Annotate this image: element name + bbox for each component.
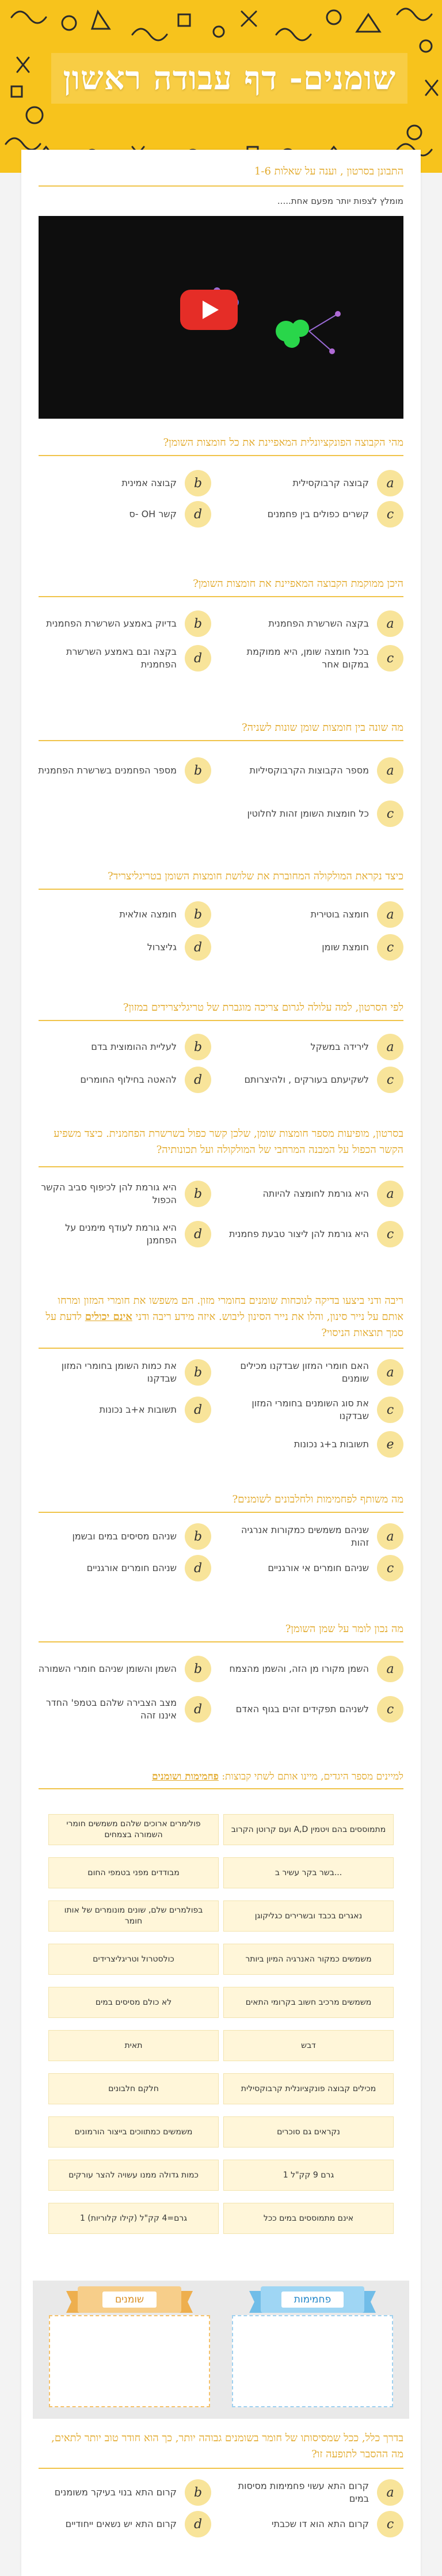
option-letter-badge: b bbox=[185, 1523, 211, 1550]
option-text: חומצה אולאית bbox=[119, 909, 177, 920]
option-letter-badge: a bbox=[377, 2479, 403, 2506]
option-letter-badge: b bbox=[185, 757, 211, 784]
worksheet-card bbox=[21, 150, 421, 2576]
option-letter-badge: a bbox=[377, 1359, 403, 1386]
option-text: קרום התא בנוי בעיקר משומנים bbox=[54, 2487, 177, 2498]
fats-drop-zone[interactable] bbox=[49, 2315, 210, 2407]
ribbon-body bbox=[78, 2286, 181, 2313]
option-text: לשקיעתם בעורקים , ולהיצרותם bbox=[244, 1074, 369, 1085]
option-letter-badge: d bbox=[185, 1221, 211, 1247]
q1-option-b[interactable] bbox=[33, 470, 211, 496]
q5-option-b[interactable] bbox=[33, 1034, 211, 1060]
option-text: בקצה השרשרת הפחמנית bbox=[268, 618, 369, 629]
option-letter-badge: b bbox=[185, 1181, 211, 1207]
option-text: קבוצה קרבוקסילית bbox=[292, 477, 369, 488]
sort-card[interactable]: משמשים מרכיב חשוב בקרומי התאים bbox=[223, 1987, 394, 2018]
option-text: שניהם חומרים אי אורגניים bbox=[268, 1562, 369, 1573]
title-banner bbox=[51, 53, 407, 104]
option-text: היא גורמת לחומצה להיותה bbox=[262, 1188, 369, 1199]
divider bbox=[39, 596, 403, 597]
question-2-title: היכן ממוקמת הקבוצה המאפיינת את חומצות השומן? bbox=[193, 578, 403, 590]
option-letter-badge: d bbox=[185, 1696, 211, 1723]
ribbon-body bbox=[261, 2286, 364, 2313]
option-text: לירידה במשקל bbox=[310, 1041, 369, 1052]
option-letter-badge: a bbox=[377, 610, 403, 637]
q7-option-c[interactable] bbox=[225, 1397, 403, 1423]
option-text: היא גורמת להן לכיפוף סביב הקשר הכפול bbox=[41, 1182, 177, 1205]
sort-card[interactable]: מתמוססים בהם ויטמין A,D ועם קרוטן הקרוב bbox=[223, 1814, 394, 1845]
option-text: האם חומרי המזון שבדקנו מכילים שומנים bbox=[240, 1360, 369, 1384]
q1-option-d[interactable] bbox=[33, 501, 211, 528]
divider bbox=[39, 889, 403, 890]
divider bbox=[39, 1641, 403, 1642]
intro-heading: התבונן בסרטון , וענה על שאלות 1-6 bbox=[254, 165, 403, 177]
option-letter-badge: c bbox=[377, 501, 403, 528]
option-text: שניהם חומרים אורגניים bbox=[86, 1562, 177, 1573]
option-letter-badge: a bbox=[377, 901, 403, 928]
q4-option-c[interactable] bbox=[225, 934, 403, 961]
fats-ribbon bbox=[66, 2286, 193, 2313]
sort-card[interactable]: חלקם חלבונים bbox=[48, 2073, 219, 2104]
option-text: קרום התא עשוי פחמימות מסיסות במים bbox=[238, 2480, 369, 2504]
q3-option-b[interactable] bbox=[33, 757, 211, 784]
q6-option-c[interactable] bbox=[225, 1221, 403, 1247]
q6-option-b[interactable] bbox=[33, 1181, 211, 1207]
q7-option-d[interactable] bbox=[33, 1397, 211, 1423]
option-text: קרום התא יש נשאים ייחודיים bbox=[65, 2518, 177, 2529]
divider bbox=[39, 1788, 403, 1789]
option-text: השמן והשומן שניהם חומרי השמורה bbox=[38, 1663, 177, 1674]
final-option-b[interactable] bbox=[33, 2479, 211, 2506]
q4-option-d[interactable] bbox=[33, 934, 211, 961]
option-letter-badge: c bbox=[377, 2511, 403, 2537]
option-letter-badge: b bbox=[185, 1656, 211, 1682]
q2-option-b[interactable] bbox=[33, 610, 211, 637]
q8-option-b[interactable] bbox=[33, 1523, 211, 1550]
carbs-ribbon bbox=[249, 2286, 376, 2313]
q7-option-b[interactable] bbox=[33, 1359, 211, 1386]
sort-card[interactable]: גרם=4 קק"ל (קילו קלוריות) 1 bbox=[48, 2203, 219, 2234]
q5-option-a[interactable] bbox=[225, 1034, 403, 1060]
play-icon[interactable] bbox=[180, 290, 238, 330]
divider bbox=[39, 185, 403, 187]
drop-zones-panel bbox=[33, 2281, 409, 2419]
q8-option-a[interactable] bbox=[225, 1523, 403, 1550]
q9-option-d[interactable] bbox=[33, 1696, 211, 1723]
option-letter-badge: d bbox=[185, 645, 211, 671]
question-8-title: מה משותף לפחמימות ולחלבונים לשומנים? bbox=[232, 1493, 403, 1505]
option-text: היא גורמת להן ליצור טבעת פחמנית bbox=[229, 1228, 369, 1239]
question-6-title: בסרטון, מופיעות מספר חומצות שומן, שלכן קשר כפול בשרשרת הפחמנית. כיצד משפיע הקשר הכפול על המבנה המרחבי של המולקולה ועל תכונותיה? bbox=[54, 1128, 403, 1156]
q9-option-b[interactable] bbox=[33, 1656, 211, 1682]
q3-option-a[interactable] bbox=[225, 757, 403, 784]
matching-title-text: למיינים מספר היגדים, מיינו אותם לשתי קבוצות: bbox=[222, 1771, 403, 1782]
option-letter-badge: a bbox=[377, 1034, 403, 1060]
emphasis-text: אינם יכולים bbox=[85, 1311, 132, 1323]
sort-card[interactable]: משמשים כמקור האנרגיה המיון ביותר bbox=[223, 1944, 394, 1975]
sort-card[interactable]: דבש bbox=[223, 2030, 394, 2061]
sort-card[interactable]: נקראים גם סוכרים bbox=[223, 2116, 394, 2148]
divider bbox=[39, 1348, 403, 1349]
option-text: השמן מקורו מן הזה, והשמן מהצמח bbox=[229, 1663, 369, 1674]
matching-title-emph: פחמימות ושומנים bbox=[151, 1771, 219, 1782]
option-letter-badge: c bbox=[377, 1555, 403, 1581]
option-text: מצב הצבירה שלהם בטמפ' החדר איננו זהה bbox=[45, 1697, 177, 1721]
option-letter-badge: a bbox=[377, 757, 403, 784]
sort-card[interactable]: נאגרים בכבד ובשרירים כגליקוגן bbox=[223, 1900, 394, 1932]
option-text: מספר הפחמנים בשרשרת הפחמנית bbox=[38, 765, 177, 776]
option-text: לעליית ההומוצית בדם bbox=[91, 1041, 177, 1052]
option-letter-badge: c bbox=[377, 801, 403, 827]
sort-card[interactable]: משמשים כמתווכים בייצור הורמונים bbox=[48, 2116, 219, 2148]
option-text: לשניהם תפקידים זהים בגוף האדם bbox=[235, 1704, 369, 1714]
q7-option-a[interactable] bbox=[225, 1359, 403, 1386]
option-text: בדיוק באמצע השרשרת הפחמנית bbox=[46, 618, 177, 629]
divider bbox=[39, 1166, 403, 1167]
option-text: מספר הקבוצות הקרבוקסיליות bbox=[249, 765, 369, 776]
option-letter-badge: a bbox=[377, 1181, 403, 1207]
option-letter-badge: d bbox=[185, 2511, 211, 2537]
option-letter-badge: c bbox=[377, 1397, 403, 1423]
option-text: קרום התא הוא דו שכבתי bbox=[271, 2518, 369, 2529]
q9-option-c[interactable] bbox=[225, 1696, 403, 1723]
sort-card[interactable]: פולימרים ארוכים שלהם משמשים חומרי השמורה בצמחים bbox=[48, 1814, 219, 1845]
option-text: גליצרול bbox=[147, 942, 177, 953]
question-5-title: לפי הסרטון, למה עלולה לגרום צריכה מוגברת של טריגליצרידים במזון? bbox=[123, 1001, 403, 1014]
option-text: קשר OH -ס bbox=[129, 509, 177, 519]
q1-option-c[interactable] bbox=[225, 501, 403, 528]
q2-option-a[interactable] bbox=[225, 610, 403, 637]
q4-option-a[interactable] bbox=[225, 901, 403, 928]
page-title: שומנים- דף עבודה ראשון bbox=[63, 59, 396, 97]
option-text: תשובות א+ב נכונות bbox=[99, 1404, 177, 1415]
q8-option-c[interactable] bbox=[225, 1555, 403, 1581]
option-text: בכל חומצה שומן, היא ממוקמת במקום אחר bbox=[246, 646, 369, 670]
option-text: היא גורמת לעודף מימנים על הפחמנן bbox=[65, 1222, 177, 1246]
option-letter-badge: a bbox=[377, 1656, 403, 1682]
sort-card[interactable]: תאית bbox=[48, 2030, 219, 2061]
option-letter-badge: b bbox=[185, 901, 211, 928]
carbs-drop-zone[interactable] bbox=[232, 2315, 393, 2407]
q7-option-e[interactable] bbox=[225, 1431, 403, 1458]
option-text: את סוג השומנים בחומרי המזון שבדקנו bbox=[252, 1398, 369, 1421]
option-text: שניהם משמשים כמקורות אנרגיה זהות bbox=[241, 1524, 369, 1548]
option-letter-badge: c bbox=[377, 1696, 403, 1723]
divider bbox=[39, 2468, 403, 2469]
option-letter-badge: b bbox=[185, 1359, 211, 1386]
carbs-zone-label: פחמימות bbox=[281, 2292, 344, 2308]
q5-option-c[interactable] bbox=[225, 1067, 403, 1093]
question-9-title: מה נכון לומר על שמן השומן? bbox=[285, 1623, 403, 1635]
q1-option-a[interactable] bbox=[225, 470, 403, 496]
option-letter-badge: d bbox=[185, 1555, 211, 1581]
option-letter-badge: c bbox=[377, 1221, 403, 1247]
option-letter-badge: d bbox=[185, 1067, 211, 1093]
option-text: בקצה ובם באמצע השרשרת הפחמנית bbox=[66, 646, 177, 670]
option-text: את כמות השומן בחומרי המזון שבדקנו bbox=[61, 1360, 177, 1384]
option-text: קשרים כפולים בין פחמנים bbox=[267, 509, 369, 519]
sort-card[interactable]: כולסטרול וטריגליצרידים bbox=[48, 1944, 219, 1975]
option-letter-badge: b bbox=[185, 1034, 211, 1060]
option-text: כל חומצות השומן זהות לחלוטין bbox=[247, 808, 369, 819]
option-letter-badge: d bbox=[185, 1397, 211, 1423]
sort-card[interactable]: לא כולם מסיסים במים bbox=[48, 1987, 219, 2018]
option-text: חומצת שומן bbox=[322, 942, 369, 953]
option-letter-badge: d bbox=[185, 501, 211, 528]
option-letter-badge: c bbox=[377, 645, 403, 671]
final-option-c[interactable] bbox=[225, 2511, 403, 2537]
option-letter-badge: b bbox=[185, 2479, 211, 2506]
option-text: שניהם מסיסים במים ובשמן bbox=[72, 1531, 177, 1542]
sort-card[interactable]: ...בשר בקר עשיר ב bbox=[223, 1857, 394, 1888]
sort-card[interactable]: בפולמרים שלם, שונים מונומרים של אותו חומר bbox=[48, 1900, 219, 1932]
option-text: קבוצה אמינית bbox=[121, 477, 177, 488]
question-4-title: כיצד נקראת המולקולה המחוברת את שלושת חומצות השומן בטריגליצריד? bbox=[108, 870, 403, 882]
option-letter-badge: e bbox=[377, 1431, 403, 1458]
option-text: תשובות ב+ג נכונות bbox=[294, 1439, 369, 1450]
sort-card[interactable]: גרם 9 קק"ל 1 bbox=[223, 2160, 394, 2191]
q5-option-d[interactable] bbox=[33, 1067, 211, 1093]
question-1-title: מהי הקבוצה הפונקציונלית המאפיינת את כל חומצות השומן? bbox=[163, 437, 403, 449]
option-text: להאטה בחילוף החומרים bbox=[80, 1074, 177, 1085]
q6-option-d[interactable] bbox=[33, 1221, 211, 1247]
option-letter-badge: c bbox=[377, 1067, 403, 1093]
divider bbox=[39, 455, 403, 456]
q8-option-d[interactable] bbox=[33, 1555, 211, 1581]
option-letter-badge: b bbox=[185, 610, 211, 637]
intro-text: מומלץ לצפות יותר מפעם אחת..... bbox=[277, 196, 403, 206]
option-letter-badge: c bbox=[377, 934, 403, 961]
video-player[interactable] bbox=[39, 216, 403, 419]
sort-card[interactable]: אינם מתמוססים במים ככל bbox=[223, 2203, 394, 2234]
option-text: חומצה בוטירית bbox=[310, 909, 369, 920]
option-letter-badge: a bbox=[377, 1523, 403, 1550]
sort-card[interactable]: מבודדים מפני בטמפי החום bbox=[48, 1857, 219, 1888]
question-3-title: מה שונה בין חומצות שומן שונות לשניה? bbox=[242, 722, 403, 734]
final-option-d[interactable] bbox=[33, 2511, 211, 2537]
divider bbox=[39, 1020, 403, 1021]
divider bbox=[39, 1512, 403, 1513]
sort-card[interactable]: מכילים קבוצה פונקציונלית קרבוקסילית bbox=[223, 2073, 394, 2104]
q6-option-a[interactable] bbox=[225, 1181, 403, 1207]
question-7-title: ריבה ודני ביצעו בדיקה לנוכחות שומנים בחומרי מזון. הם משפשו את חומרי המזון ומרחו אותם על נייר סינון, והלו את נייר הסינון ליבוש. איזה מידע ריבה ודני אינם יכולים לדעת על סמך תוצאות הניסוי? bbox=[45, 1295, 403, 1339]
q4-option-b[interactable] bbox=[33, 901, 211, 928]
q9-option-a[interactable] bbox=[225, 1656, 403, 1682]
q3-option-c[interactable] bbox=[225, 801, 403, 827]
option-letter-badge: d bbox=[185, 934, 211, 961]
final-question-title: בדרך כלל, ככל שמסיסותו של חומר בשומנים גבוהה יותר, כך הוא חודר טוב יותר לתאים, מה ההסבר לתופעה זו? bbox=[51, 2432, 403, 2460]
divider bbox=[39, 740, 403, 741]
fats-zone-label: שומנים bbox=[102, 2292, 157, 2308]
option-letter-badge: b bbox=[185, 470, 211, 496]
option-letter-badge: a bbox=[377, 470, 403, 496]
matching-title bbox=[39, 1769, 403, 1784]
final-option-a[interactable] bbox=[225, 2479, 403, 2506]
q2-option-c[interactable] bbox=[225, 645, 403, 671]
sort-card[interactable]: כמות גדולה ממנו עשויה להצר עורקים bbox=[48, 2160, 219, 2191]
q2-option-d[interactable] bbox=[33, 645, 211, 671]
